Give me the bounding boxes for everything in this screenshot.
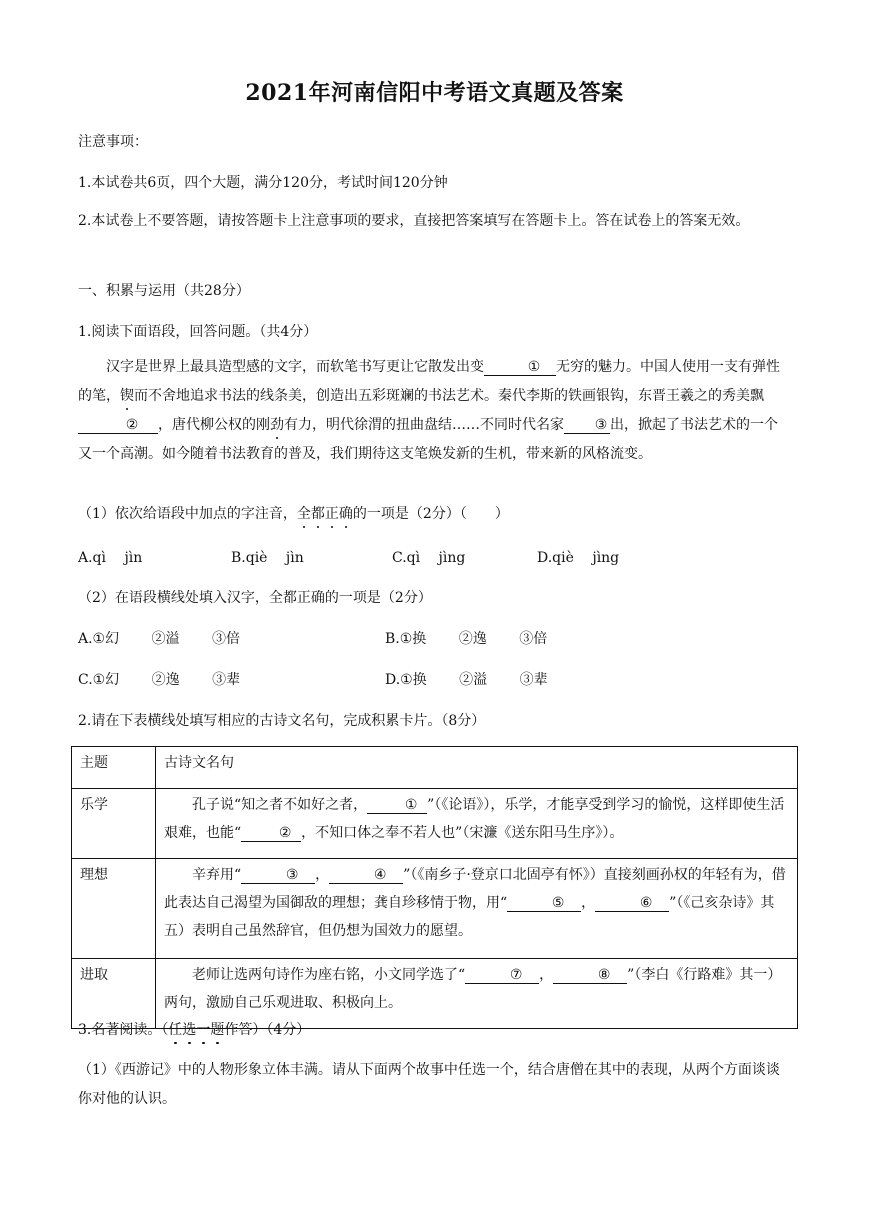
cell-text: 辛弃用“ (192, 867, 242, 883)
card-blank-1: ① (367, 797, 427, 814)
q1-sub1-option-c: C.qì jìng (392, 550, 466, 566)
card-blank-4: ④ (329, 867, 403, 884)
notice-heading: 注意事项： (78, 134, 148, 150)
table-row (72, 959, 798, 1029)
card-blank-8: ⑧ (553, 967, 627, 984)
dotted-char: 任 (168, 1022, 183, 1038)
section-1-heading: 一、积累与运用（共28分） (78, 283, 250, 299)
passage-blank-3: ③ (564, 417, 610, 434)
passage-blank-2: ② (78, 417, 158, 434)
row-content (156, 789, 798, 859)
dotted-char: 一 (196, 1022, 211, 1038)
passage-text: 出，掀起了书法艺术的一个又一个高潮。如今随着书法教育的普及，我们期待这支笔焕发新的生机，带来新的风格流变。 (78, 417, 778, 462)
cell-text: ， (315, 867, 330, 883)
q1-sub2-option-d: D.①换 ②溢 ③辈 (385, 672, 548, 688)
q1-sub2-stem: （2）在语段横线处填入汉字，全都正确的一项是（2分） (78, 590, 432, 606)
cell-text: ， (539, 967, 554, 983)
card-blank-3: ③ (241, 867, 315, 884)
passage-text: 汉字是世界上最具造型感的文字，而软笔书写更让它散发出变 (106, 359, 484, 375)
passage-text: 无穷的魅力。中国人使用一支有弹性的笔， (78, 359, 780, 404)
q1-sub1-option-b: B.qiè jìn (231, 550, 304, 566)
question-3-heading (78, 1019, 310, 1039)
row-topic: 理想 (72, 859, 156, 959)
table-row (72, 859, 798, 959)
row-content (156, 959, 798, 1029)
cell-text: ”（李白《行路难》其一）两句，激励自己乐观进取、积极向上。 (164, 967, 782, 1011)
question-1-passage (78, 353, 790, 469)
q1-sub1-stem (78, 503, 509, 523)
accumulation-card-table (71, 746, 798, 1029)
cell-text: ”（《论语》），乐学，才能享受到学习的愉悦，这样即使生活艰难，也能“ (164, 797, 785, 841)
stem-text: 3.名著阅读。（ (78, 1022, 169, 1038)
cell-text: 老师让选两句诗作为座右铭，小文同学选了“ (192, 967, 466, 983)
passage-text: 而不舍地追求书法的线条美，创造出五彩斑斓的书法艺术。秦代李斯的铁画银钩，东晋王羲之的秀美飘 (134, 388, 764, 404)
dotted-char: 锲 (120, 388, 134, 404)
dotted-char: 都 (310, 506, 325, 522)
q1-sub1-option-d: D.qiè jìng (537, 550, 620, 566)
dotted-char: 正 (324, 506, 339, 522)
row-topic: 进取 (72, 959, 156, 1029)
table-header-quote: 古诗文名句 (156, 747, 798, 789)
q1-sub2-option-b: B.①换 ②逸 ③倍 (385, 631, 548, 647)
cell-text: ，不知口体之奉不若人也”（宋濂《送东阳马生序》）。 (301, 825, 624, 841)
table-header-row (72, 747, 798, 789)
row-topic: 乐学 (72, 789, 156, 859)
q1-sub2-option-c: C.①幻 ②逸 ③辈 (78, 672, 241, 688)
q1-sub1-option-a: A.qì jìn (78, 550, 143, 566)
dotted-char: 全 (296, 506, 311, 522)
passage-text: 有力，明代徐渭的扭曲盘结……不同时代名家 (284, 417, 564, 433)
notice-item-2: 2.本试卷上不要答题，请按答题卡上注意事项的要求，直接把答案填写在答题卡上。答在试卷上的答案无效。 (78, 213, 750, 229)
q3-sub1-stem: （1）《西游记》中的人物形象立体丰满。请从下面两个故事中任选一个，结合唐僧在其中的表现，从两个方面谈谈你对他的认识。 (78, 1062, 780, 1107)
passage-text: ，唐代柳公权的刚 (158, 417, 270, 433)
cell-text: ， (581, 895, 596, 911)
cell-text: ”（《南乡子·登京口北固亭有怀》）直接刻画孙权的年轻有为，借此表达自己渴望为国御敌的理想；龚自珍移情于物，用“ (164, 867, 786, 911)
card-blank-5: ⑤ (507, 895, 581, 912)
table-row (72, 789, 798, 859)
card-blank-2: ② (241, 825, 301, 842)
cell-text: ”（《己亥杂诗》其五）表明自己虽然辞官，但仍想为国效力的愿望。 (164, 895, 775, 939)
dotted-char: 题 (210, 1022, 225, 1038)
table-header-topic: 主题 (72, 747, 156, 789)
stem-text: 作答）（4分） (224, 1022, 311, 1038)
card-blank-6: ⑥ (595, 895, 669, 912)
card-blank-7: ⑦ (465, 967, 539, 984)
q1-sub2-option-a: A.①幻 ②溢 ③倍 (78, 631, 241, 647)
question-1-heading: 1.阅读下面语段，回答问题。（共4分） (78, 324, 318, 340)
passage-blank-1: ① (484, 359, 556, 376)
page-title: 2021年河南信阳中考语文真题及答案 (245, 80, 624, 106)
stem-text: （1）依次给语段中加点的字注音， (78, 506, 297, 522)
dotted-char: 劲 (270, 417, 284, 433)
question-2-heading: 2.请在下表横线处填写相应的古诗文名句，完成积累卡片。（8分） (78, 713, 486, 729)
dotted-char: 选 (182, 1022, 197, 1038)
cell-text: 孔子说“知之者不如好之者， (192, 797, 368, 813)
stem-text: 的一项是（2分）（ ） (352, 506, 509, 522)
row-content (156, 859, 798, 959)
notice-item-1: 1.本试卷共6页，四个大题，满分120分，考试时间120分钟 (78, 175, 448, 191)
dotted-char: 确 (338, 506, 353, 522)
